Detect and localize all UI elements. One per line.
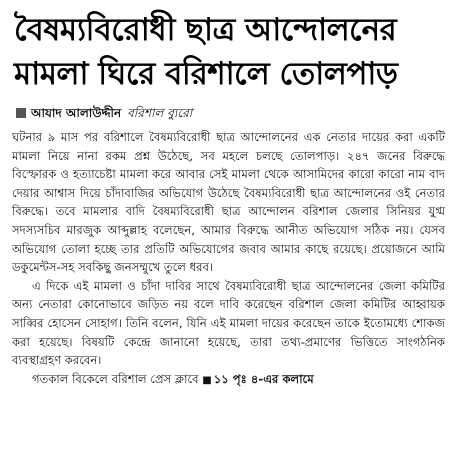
continuation-note xyxy=(202,372,313,386)
article-paragraph-3-text: গতকাল বিকেলে বরিশাল প্রেস ক্লাবে xyxy=(32,371,199,386)
article-paragraph-2: এ দিকে এই মামলা ও চাঁদা দাবির সাথে বৈষম্যবিরোধী ছাত্র আন্দোলনের জেলা কমিটির অন্য নেতারা কোনোভাবে জড়িত নয় বলে দাবি করেছেন বরিশাল জেলা কমিটির আহ্বায়ক সাব্বির হোসেন সোহাগ। তিনি বলেন, যিনি এই মামলা দায়ের করেছেন তাকে ইতোমধ্যে শোকজ করা হয়েছে। বিষয়টি কেন্দ্রে জানানো হয়েছে, তারা তথ্য-প্রমাণের ভিত্তিতে সাংগঠনিক ব্যবস্থাগ্রহণ করবেন। xyxy=(12,278,445,368)
headline-line-2: মামলা ঘিরে বরিশালে তোলপাড় xyxy=(14,56,398,92)
byline xyxy=(16,104,455,122)
byline-square-icon xyxy=(16,108,26,118)
headline xyxy=(0,0,455,96)
continuation-text: ১১ পৃঃ ৪-এর কলামে xyxy=(213,371,314,386)
article-paragraph-1: ঘটনার ৯ মাস পর বরিশালে বৈষম্যবিরোধী ছাত্র আন্দোলনের এক নেতার দায়ের করা একটি মামলা নিয়ে নানা রকম প্রশ্ন উঠেছে, সব মহলে চলছে তোলপাড়। ২৪৭ জনের বিরুদ্ধে বিস্ফোরক ও হত্যাচেষ্টা মামলা করে আবার সেই মামলা থেকে আসামিদের কারো কারো নাম বাদ দেয়ার আশ্বাস দিয়ে চাঁদাবাজির অভিযোগ উঠেছে বৈষম্যবিরোধী ছাত্র আন্দোলনের ওই নেতার বিরুদ্ধে। তবে মামলার বাদি বৈষম্যবিরোধী ছাত্র আন্দোলন বরিশাল জেলার সিনিয়র যুগ্ম সদস্যসচিব মারজুক আব্দুল্লাহ বলেছেন, আমার বিরুদ্ধে আনীত অভিযোগ সঠিক নয়। যেসব অভিযোগ তোলা হচ্ছে তার প্রতিটি অভিযোগের জবাব আমার কাছে রয়েছে। প্রয়োজনে আমি ডকুমেন্টস-সহ সবকিছু জনসম্মুখে তুলে ধরব। xyxy=(12,130,445,275)
article-body xyxy=(12,128,445,390)
byline-desk: বরিশাল ব্যুরো xyxy=(127,106,193,120)
article-paragraph-3 xyxy=(12,370,445,391)
byline-author: আযাদ আলাউদ্দীন xyxy=(31,106,122,120)
headline-line-1: বৈষম্যবিরোধী ছাত্র আন্দোলনের xyxy=(14,12,397,48)
continuation-square-icon: ■ xyxy=(202,374,212,386)
